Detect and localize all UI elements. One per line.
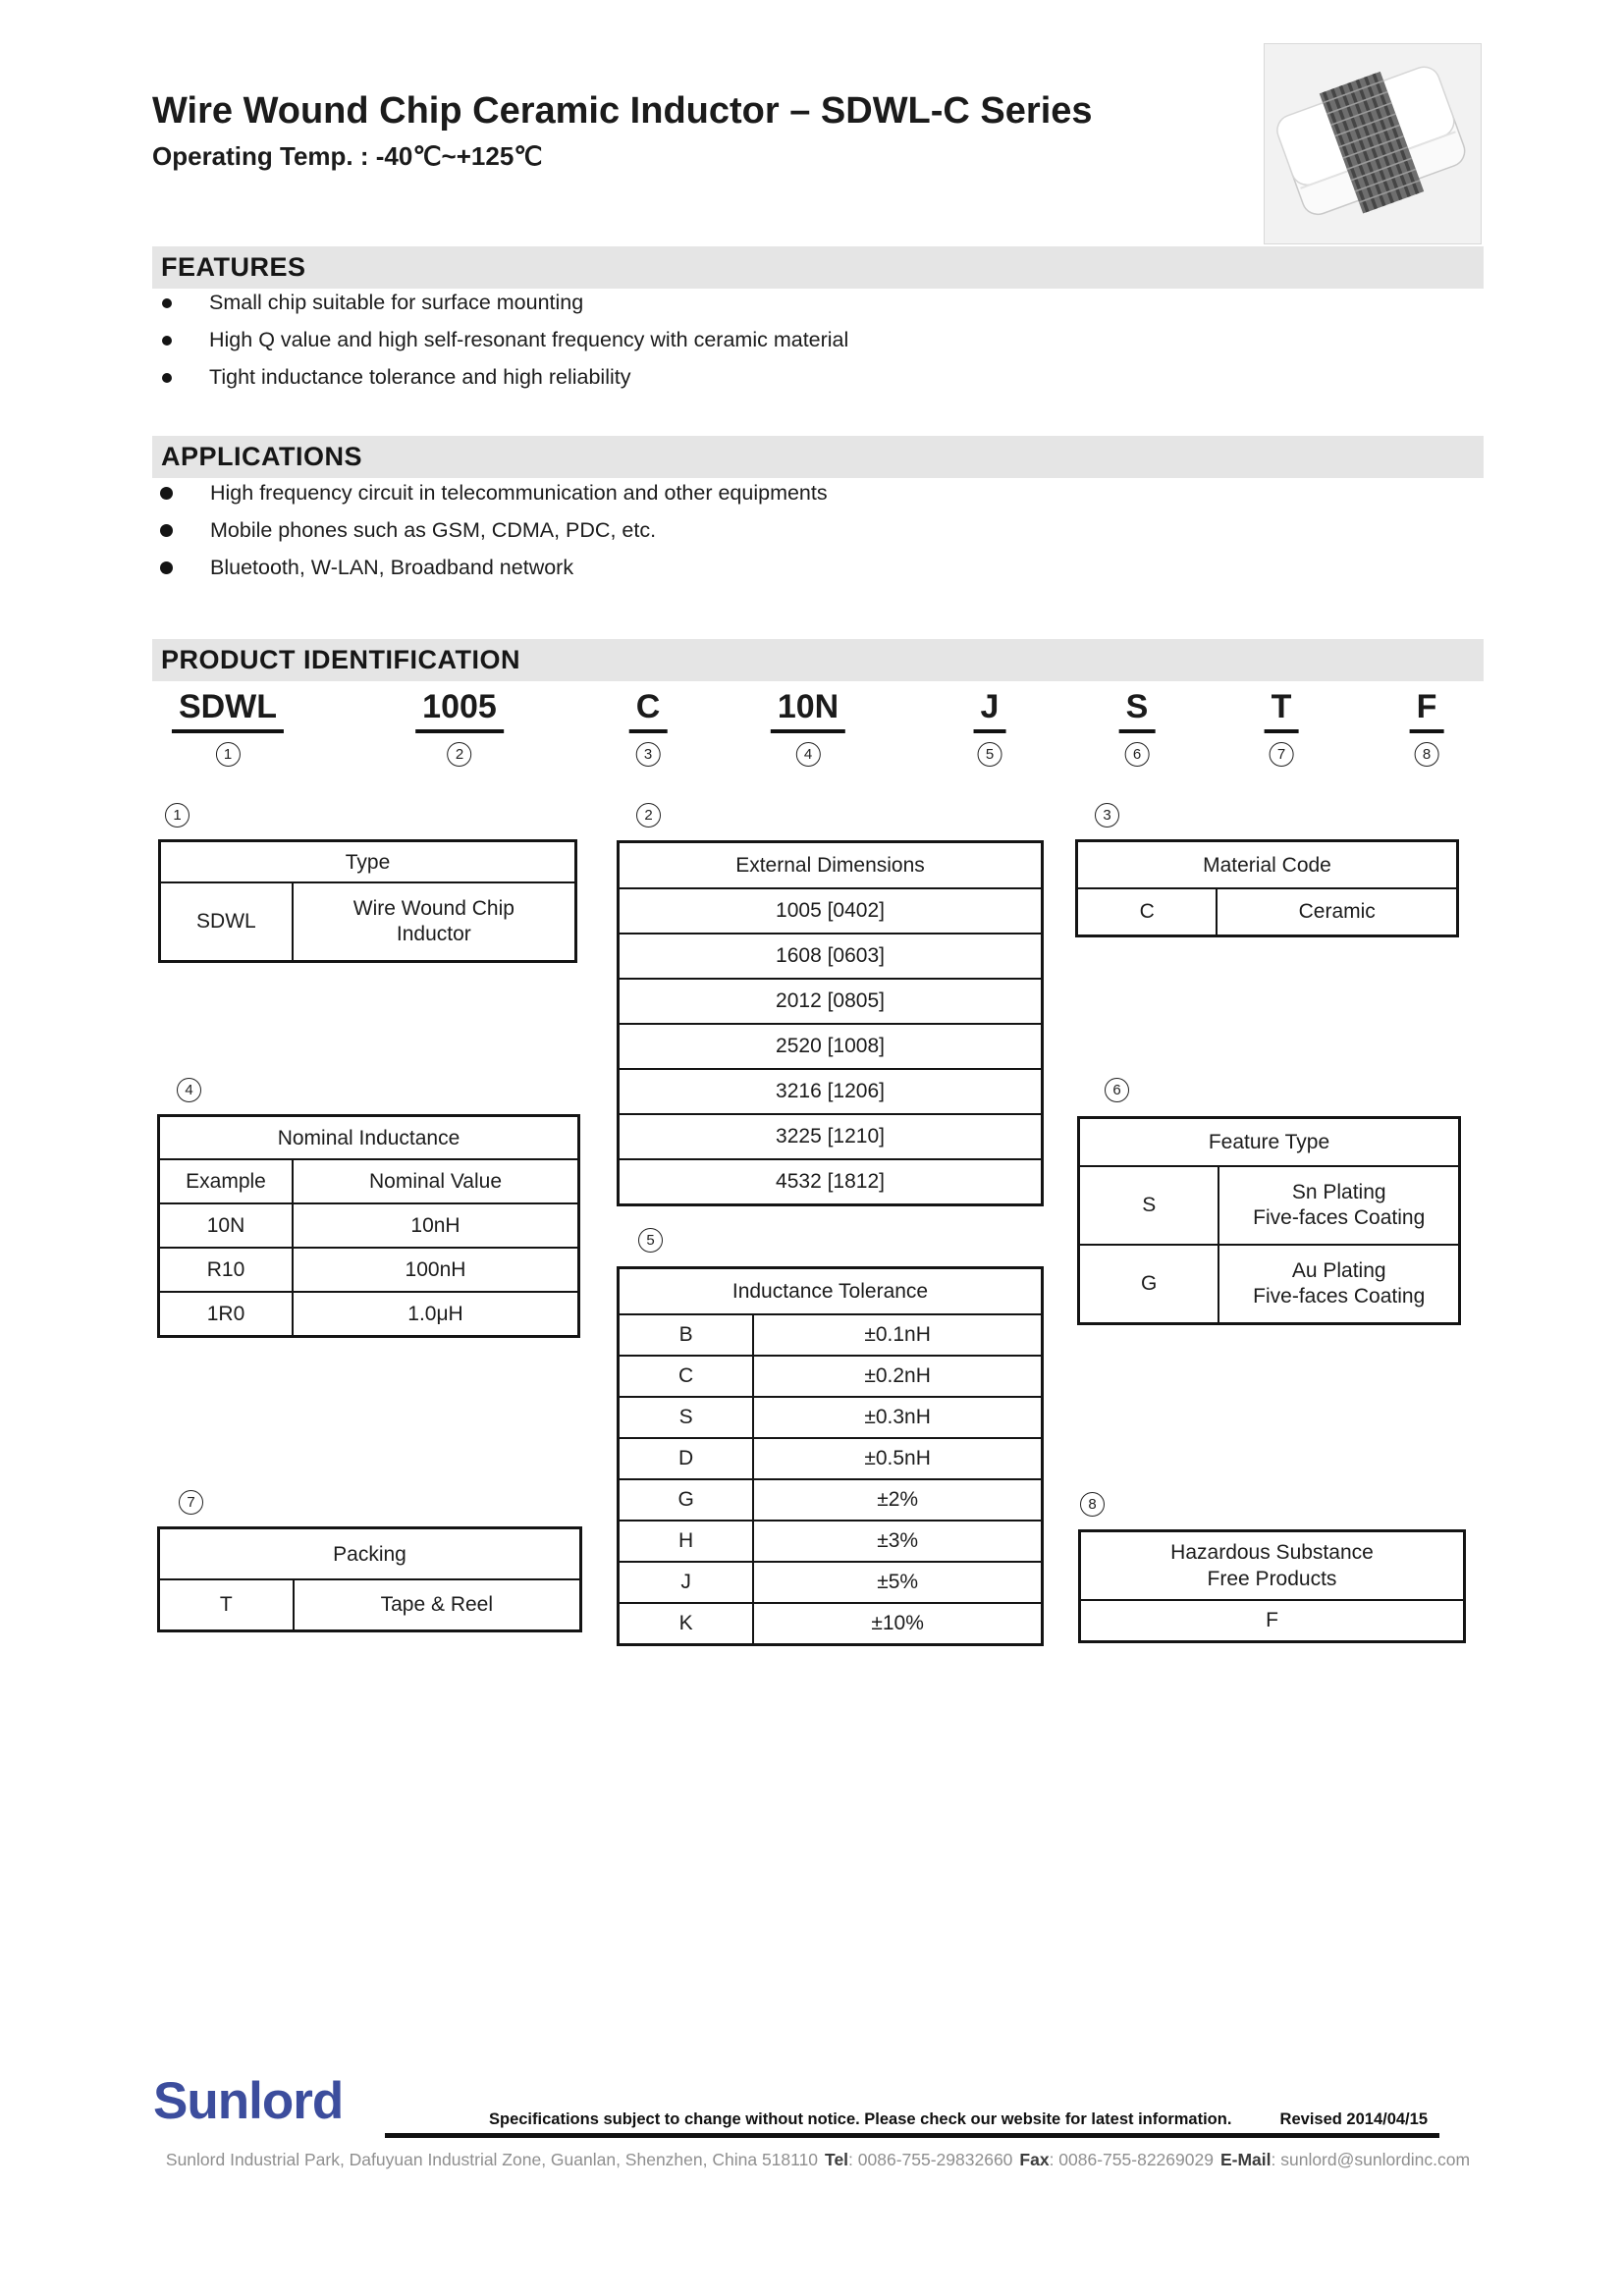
table-cell-desc: Tape & Reel: [380, 1593, 494, 1616]
circled-number: 2: [636, 803, 661, 828]
part-code-segment: [771, 690, 845, 767]
circled-number: 3: [1095, 803, 1119, 828]
fax-value: : 0086-755-82269029: [1049, 2150, 1214, 2169]
circled-number: 5: [638, 1228, 663, 1253]
table-cell-code: C: [620, 1357, 754, 1396]
application-text: High frequency circuit in telecommunication and other equipments: [210, 481, 828, 505]
table-nominal-inductance: [157, 1114, 580, 1338]
page-title: Wire Wound Chip Ceramic Inductor – SDWL-C Series: [152, 90, 1093, 132]
revision-date: Revised 2014/04/15: [1279, 2110, 1428, 2128]
table-header: External Dimensions: [620, 843, 1041, 889]
table-cell-code: S: [1080, 1167, 1219, 1244]
table-header: Hazardous Substance Free Products: [1081, 1532, 1463, 1601]
table-header: Material Code: [1078, 842, 1456, 889]
section-header-applications: [152, 436, 1484, 478]
table-header: Feature Type: [1080, 1119, 1458, 1167]
bullet-icon: [162, 373, 172, 383]
table-row: [620, 1357, 1041, 1398]
footer-notice: [489, 2110, 1428, 2129]
circled-number: 6: [1125, 742, 1150, 767]
part-code-value: T: [1265, 690, 1299, 733]
table-row: [620, 1398, 1041, 1439]
table-cell-code: F: [1266, 1609, 1278, 1631]
circled-number: 6: [1105, 1078, 1129, 1102]
list-item: [160, 518, 656, 543]
table-cell-value: ±0.5nH: [864, 1447, 931, 1469]
table-cell-code: 1R0: [160, 1293, 294, 1335]
table-hazardous-free: [1078, 1529, 1466, 1643]
circled-number: 7: [1270, 742, 1294, 767]
table-material-code: [1075, 839, 1459, 937]
table-cell-code: G: [1080, 1246, 1219, 1322]
company-address: Sunlord Industrial Park, Dafuyuan Industrial Zone, Guanlan, Shenzhen, China 518110 Tel: 0086-755-29832660 Fax: 0086-755-82269029 E-Mail: sunlord@sunlordinc.com: [165, 2150, 1471, 2169]
table-cell: 4532 [1812]: [776, 1170, 885, 1193]
circled-number: 4: [796, 742, 821, 767]
table-row: [620, 889, 1041, 934]
list-item: [162, 328, 848, 352]
list-item: [160, 481, 828, 506]
circled-number: 7: [179, 1490, 203, 1515]
bullet-icon: [162, 298, 172, 308]
part-code-segment: [1410, 690, 1444, 767]
circled-number: 1: [216, 742, 241, 767]
table-row: [160, 1249, 577, 1293]
list-item: [162, 365, 630, 390]
tel-label: Tel: [825, 2150, 849, 2169]
chip-inductor-image: [1264, 43, 1482, 244]
table-cell-value: ±2%: [877, 1488, 919, 1511]
section-header-features: [152, 246, 1484, 289]
circled-number: 5: [977, 742, 1001, 767]
email-label: E-Mail: [1219, 2150, 1272, 2169]
table-cell-value: 1.0μH: [407, 1302, 463, 1325]
section-title: PRODUCT IDENTIFICATION: [161, 645, 520, 674]
table-cell: 3225 [1210]: [776, 1125, 885, 1148]
table-cell-value: 10nH: [410, 1213, 460, 1237]
table-row: [620, 934, 1041, 980]
fax-label: Fax: [1019, 2150, 1050, 2169]
table-row: [620, 1480, 1041, 1522]
part-code-value: SDWL: [172, 690, 284, 733]
part-code-segment: [415, 690, 504, 767]
section-title: APPLICATIONS: [161, 442, 363, 471]
table-cell: 1608 [0603]: [776, 944, 885, 967]
table-row: [160, 1580, 579, 1629]
table-header: Type: [161, 842, 574, 883]
feature-text: Small chip suitable for surface mounting: [209, 291, 584, 314]
section-title: FEATURES: [161, 252, 306, 282]
application-text: Bluetooth, W-LAN, Broadband network: [210, 556, 574, 579]
table-type: [158, 839, 577, 963]
table-cell-code: D: [620, 1439, 754, 1478]
table-header: Packing: [160, 1529, 579, 1580]
list-item: [160, 556, 573, 580]
table-cell: 1005 [0402]: [776, 899, 885, 922]
sunlord-logo: Sunlord: [153, 2072, 344, 2130]
feature-text: High Q value and high self-resonant frequency with ceramic material: [209, 328, 849, 351]
part-code-segment: [1119, 690, 1156, 767]
table-row: [620, 1160, 1041, 1203]
table-cell-value: ±10%: [871, 1612, 924, 1634]
bullet-icon: [162, 336, 172, 346]
table-row: [620, 1604, 1041, 1643]
part-code-value: 1005: [415, 690, 504, 733]
bullet-icon: [160, 487, 173, 500]
table-cell-desc: Au Plating Five-faces Coating: [1253, 1259, 1426, 1308]
table-cell-code: S: [620, 1398, 754, 1437]
table-row: [1080, 1246, 1458, 1322]
table-header: Nominal Inductance: [160, 1117, 577, 1160]
table-cell-code: J: [620, 1563, 754, 1602]
table-external-dimensions: [617, 840, 1044, 1206]
table-row: [620, 1115, 1041, 1160]
table-cell: 2520 [1008]: [776, 1035, 885, 1057]
circled-number: 2: [447, 742, 471, 767]
part-code-segment: [974, 690, 1006, 767]
table-row: [1081, 1601, 1463, 1640]
table-cell-desc: Wire Wound Chip Inductor: [352, 897, 514, 945]
notice-text: Specifications subject to change without notice. Please check our website for latest information.: [489, 2110, 1232, 2128]
part-code-value: F: [1410, 690, 1444, 733]
feature-text: Tight inductance tolerance and high reliability: [209, 365, 631, 389]
column-header: Nominal Value: [368, 1169, 502, 1193]
table-row: [160, 1293, 577, 1335]
table-packing: [157, 1526, 582, 1632]
part-code-value: 10N: [771, 690, 845, 733]
table-cell-code: B: [620, 1315, 754, 1355]
table-row: [620, 1315, 1041, 1357]
table-row: [160, 1204, 577, 1249]
tel-value: : 0086-755-29832660: [848, 2150, 1013, 2169]
table-row: [620, 1439, 1041, 1480]
table-row: [620, 980, 1041, 1025]
table-row: [1078, 889, 1456, 934]
table-cell-value: ±5%: [877, 1571, 919, 1593]
email-value: : sunlord@sunlordinc.com: [1271, 2150, 1471, 2169]
part-code-value: S: [1119, 690, 1156, 733]
table-cell-value: ±0.1nH: [864, 1323, 931, 1346]
circled-number: 8: [1080, 1492, 1105, 1517]
bullet-icon: [160, 524, 173, 537]
circled-number: 8: [1415, 742, 1439, 767]
table-cell-value: ±3%: [877, 1529, 919, 1552]
table-cell: 3216 [1206]: [776, 1080, 885, 1102]
table-cell-desc: Sn Plating Five-faces Coating: [1253, 1181, 1426, 1229]
bullet-icon: [160, 561, 173, 574]
table-cell: 2012 [0805]: [776, 989, 885, 1012]
table-cell-code: R10: [160, 1249, 294, 1291]
table-cell-desc: Ceramic: [1298, 900, 1376, 923]
table-row: [620, 1522, 1041, 1563]
part-code-segment: [629, 690, 668, 767]
circled-number: 4: [177, 1078, 201, 1102]
table-cell-code: 10N: [160, 1204, 294, 1247]
part-code-value: C: [629, 690, 668, 733]
table-cell-value: ±0.3nH: [864, 1406, 931, 1428]
application-text: Mobile phones such as GSM, CDMA, PDC, etc.: [210, 518, 657, 542]
section-header-product-identification: [152, 639, 1484, 681]
table-inductance-tolerance: [617, 1266, 1044, 1646]
table-row: [161, 883, 574, 960]
table-row: [620, 1070, 1041, 1115]
table-header: Inductance Tolerance: [620, 1269, 1041, 1315]
table-cell-code: C: [1078, 889, 1218, 934]
table-cell-code: T: [160, 1580, 295, 1629]
part-code-segment: [1265, 690, 1299, 767]
table-cell-code: G: [620, 1480, 754, 1520]
chip-inductor-illustration: [1264, 43, 1482, 244]
footer-divider: [385, 2133, 1439, 2138]
part-code-value: J: [974, 690, 1006, 733]
circled-number: 3: [636, 742, 661, 767]
table-cell-code: H: [620, 1522, 754, 1561]
table-row: [620, 1025, 1041, 1070]
table-subheader-row: [160, 1160, 577, 1204]
column-header: Example: [160, 1160, 294, 1202]
table-cell-code: K: [620, 1604, 754, 1643]
table-cell-value: 100nH: [405, 1257, 466, 1281]
table-row: [1080, 1167, 1458, 1246]
table-row: [620, 1563, 1041, 1604]
part-code-segment: [172, 690, 284, 767]
operating-temp: Operating Temp. : -40℃~+125℃: [152, 141, 543, 171]
table-cell-code: SDWL: [161, 883, 294, 960]
table-cell-value: ±0.2nH: [864, 1364, 931, 1387]
circled-number: 1: [165, 803, 189, 828]
table-feature-type: [1077, 1116, 1461, 1325]
list-item: [162, 291, 583, 315]
